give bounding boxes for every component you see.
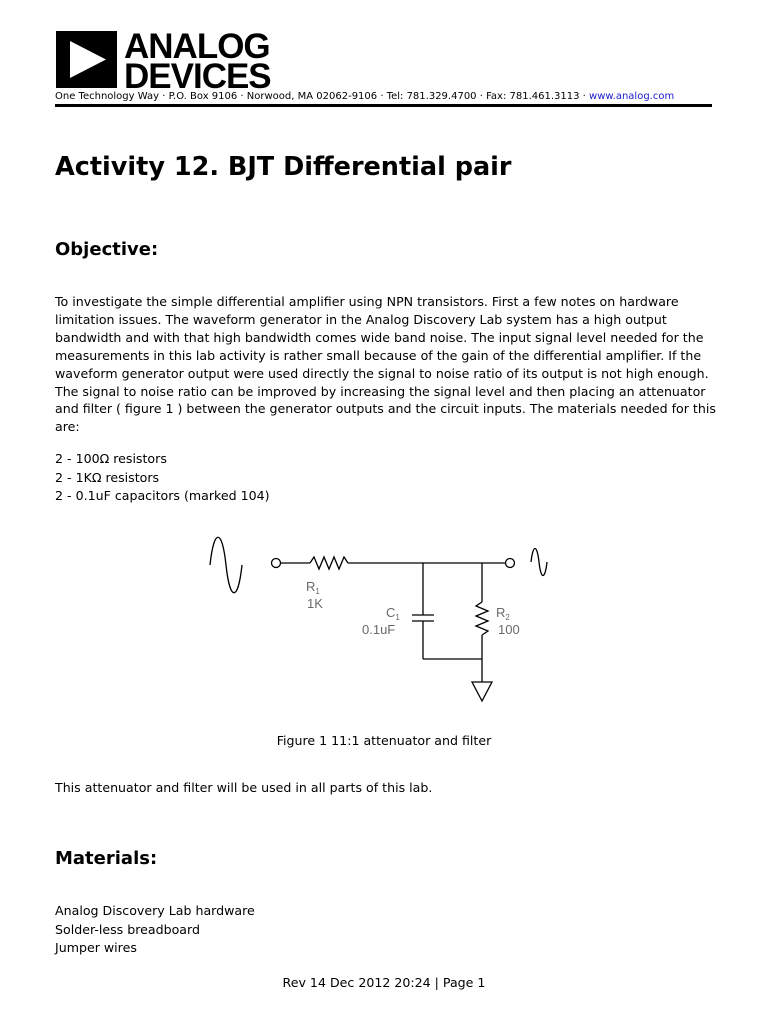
r2-subscript: 2 — [505, 613, 510, 622]
svg-text:R1 — [306, 579, 320, 596]
header-divider — [55, 104, 712, 107]
contact-line — [55, 91, 674, 102]
list-item: Solder-less breadboard — [55, 921, 200, 937]
page-title: Activity 12. BJT Differential pair — [55, 152, 512, 182]
materials-list — [55, 902, 255, 958]
contact-text: One Technology Way · P.O. Box 9106 · Norwood, MA 02062-9106 · Tel: 781.329.4700 · Fax: 781.461.3113 · — [55, 91, 590, 102]
r1-subscript: 1 — [315, 587, 320, 596]
r1-name: R — [306, 579, 316, 594]
analog-devices-logo — [56, 27, 276, 96]
list-item: Analog Discovery Lab hardware — [55, 903, 255, 918]
output-terminal — [506, 559, 515, 568]
objective-heading: Objective: — [55, 239, 159, 260]
resistor-r1 — [310, 557, 348, 569]
logo-word-devices: DEVICES — [124, 57, 271, 96]
svg-text:C1 — [386, 605, 400, 622]
triangle-logo-icon — [56, 31, 117, 88]
website-link[interactable]: www.analog.com — [589, 91, 675, 102]
attenuator-filter-schematic — [200, 530, 570, 714]
r1-value: 1K — [307, 596, 323, 611]
list-item: 2 - 1KΩ resistors — [55, 469, 160, 485]
r2-value: 100 — [498, 622, 520, 637]
c1-value: 0.1uF — [362, 622, 396, 637]
list-item: Jumper wires — [55, 940, 137, 955]
r2-name: R — [496, 605, 506, 620]
parts-list — [55, 450, 270, 506]
attenuator-note: This attenuator and filter will be used in all parts of this lab. — [55, 780, 433, 795]
input-terminal — [272, 559, 281, 568]
logo-word-analog: ANALOG — [124, 27, 270, 66]
c1-name: C — [386, 605, 396, 620]
list-item: 2 - 0.1uF capacitors (marked 104) — [55, 488, 270, 503]
page-footer: Rev 14 Dec 2012 20:24 | Page 1 — [282, 975, 486, 990]
resistor-r2 — [476, 602, 488, 635]
materials-heading: Materials: — [55, 848, 158, 869]
input-sine-wave — [210, 537, 242, 593]
objective-paragraph: To investigate the simple differential amplifier using NPN transistors. First a few notes on hardware limitation issues. The waveform generator in the Analog Discovery Lab system has a high output bandwidth and with that high bandwidth comes wide band noise. The input signal level needed for the measurements in this lab activity is rather small because of the gain of the differential amplifier. If the waveform generator output were used directly the signal to noise ratio of its output is not high enough. The signal to noise ratio can be improved by increasing the signal level and then placing an attenuator and filter ( figure 1 ) between the generator outputs and the circuit inputs. The materials needed for this are: — [55, 294, 716, 435]
output-sine-wave — [531, 549, 547, 576]
ground-icon — [472, 682, 492, 701]
list-item: 2 - 100Ω resistors — [55, 451, 167, 466]
c1-subscript: 1 — [395, 613, 400, 622]
svg-text:R2 — [496, 605, 510, 622]
figure-caption: Figure 1 11:1 attenuator and filter — [276, 733, 492, 748]
